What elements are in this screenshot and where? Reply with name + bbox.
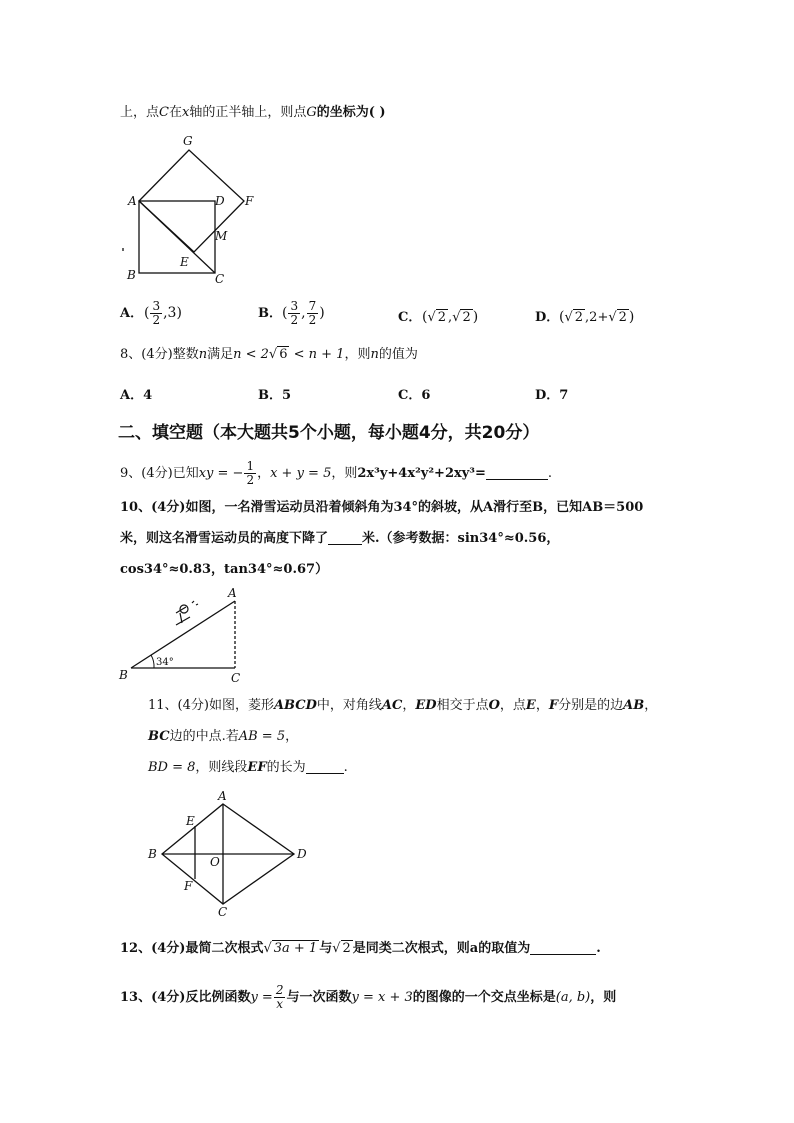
label-e: E <box>180 255 189 269</box>
q12-text: . <box>596 941 601 956</box>
option-rest: ,3) <box>163 305 182 321</box>
var-x: x <box>181 105 190 120</box>
q8-text: 满足 <box>207 347 234 362</box>
angle-label: 34° <box>156 657 174 668</box>
q11-text: 的长为 <box>266 760 306 775</box>
point-name: E <box>525 698 536 713</box>
radicand: 2 <box>574 310 584 325</box>
var-c: C <box>159 105 169 120</box>
answer-blank[interactable] <box>306 759 344 774</box>
paren: ) <box>472 309 479 325</box>
q13-text: 与一次函数 <box>286 990 352 1005</box>
q8-text: 的值为 <box>378 347 418 362</box>
comma: , <box>448 310 453 325</box>
q7-option-a[interactable] <box>120 300 182 327</box>
q11-text: ，则线段 <box>195 760 248 775</box>
option-key: B． <box>258 306 282 321</box>
q11-text: . <box>343 760 348 775</box>
label-d: D <box>297 847 307 861</box>
q10-text: 米.（参考数据：sin34°≈0.56， <box>362 531 560 546</box>
radicand: 2 <box>342 941 351 956</box>
answer-blank[interactable] <box>530 940 596 955</box>
equation-y: y = <box>250 990 273 1005</box>
label-a: A <box>228 586 237 600</box>
q9-text: ，则 <box>331 466 358 481</box>
paren: ( <box>422 309 428 325</box>
point-coordinates: (a, b) <box>555 990 591 1005</box>
q11-text: 边的中点.若 <box>169 729 239 744</box>
q8-option-d[interactable]: D．7 <box>535 388 569 403</box>
q9-stem <box>120 460 552 487</box>
q11-line-3 <box>148 759 348 777</box>
paren: ( <box>559 309 565 325</box>
label-a: A <box>128 194 137 208</box>
q11-text: ， <box>285 729 299 744</box>
label-m: M <box>215 229 228 243</box>
equation-sum: x + y = 5 <box>270 466 332 481</box>
q13-stem <box>120 984 616 1011</box>
answer-blank[interactable] <box>486 465 548 480</box>
q11-text: 分别是的边 <box>558 698 624 713</box>
label-a: A <box>218 789 227 803</box>
q7-stem-text: 在 <box>168 105 182 120</box>
label-d: D <box>215 194 225 208</box>
q13-text: 的图像的一个交点坐标是 <box>412 990 556 1005</box>
q10-text: 米，则这名滑雪运动员的高度下降了 <box>120 531 329 546</box>
paren: ( <box>282 305 288 321</box>
q7-option-b[interactable] <box>258 300 325 327</box>
denominator: x <box>276 997 284 1011</box>
numerator: 2 <box>275 983 284 997</box>
q12-text: 与 <box>319 941 333 956</box>
answer-blank[interactable] <box>328 530 362 545</box>
option-key: A． <box>120 306 144 321</box>
label-c: C <box>231 671 241 685</box>
q8-stem: 8、(4分)整数n满足n < 2√ 6 < n + 1，则n的值为 <box>120 347 418 362</box>
question-number: 9、(4分) <box>120 466 173 481</box>
var-n: n <box>198 347 208 362</box>
q13-text: ，则 <box>590 990 617 1005</box>
paren: ) <box>319 305 325 321</box>
segment-name: AB <box>623 698 645 713</box>
fraction <box>274 984 286 1011</box>
segment-name: ED <box>415 698 437 713</box>
fraction <box>288 300 300 327</box>
q7-option-d[interactable]: D．(√ 2 ,2+√ 2 ) <box>535 306 634 325</box>
paren: ) <box>628 309 635 325</box>
option-key: D． <box>535 310 560 325</box>
q9-text: . <box>547 466 553 481</box>
q11-text: ， <box>644 698 658 713</box>
comma: , <box>301 305 306 321</box>
q12-text: 是同类二次根式，则a的取值为 <box>352 941 531 956</box>
q8-text: 整数 <box>172 347 199 362</box>
q7-figure <box>118 128 268 293</box>
q12-stem: 12、(4分)最简二次根式√ 3a + 1 与√ 2 是同类二次根式，则a的取值为 . <box>120 941 601 956</box>
q10-figure <box>116 585 256 685</box>
fraction <box>150 300 162 327</box>
diagonal-ac <box>139 201 215 273</box>
angle-arc <box>151 655 154 668</box>
denominator: 2 <box>246 473 255 487</box>
q7-stem-text: 轴的正半轴上，则点 <box>189 105 307 120</box>
q8-option-a[interactable]: A．4 <box>120 388 153 403</box>
q8-option-c[interactable]: C．6 <box>398 388 431 403</box>
option-key: C． <box>398 310 422 325</box>
equation-linear: y = x + 3 <box>351 990 413 1005</box>
q10-line-3: cos34°≈0.83，tan34°≈0.67） <box>120 562 329 577</box>
option-rest: ,2+ <box>585 310 609 325</box>
segment-name: EF <box>247 760 267 775</box>
equation-xy: xy = − <box>198 466 244 481</box>
point-name: F <box>548 698 559 713</box>
q12-text: 12、(4分)最简二次根式 <box>120 941 264 956</box>
numerator: 1 <box>246 459 255 473</box>
label-f: F <box>184 879 193 893</box>
inequality-right: < n + 1 <box>293 347 345 362</box>
question-number: 8、(4分) <box>120 347 173 362</box>
q10-line-2 <box>120 530 559 548</box>
numerator: 3 <box>152 299 161 313</box>
radicand: 2 <box>618 310 627 325</box>
denominator: 2 <box>308 313 317 327</box>
radicand: 2 <box>437 310 447 325</box>
shape-name: ABCD <box>273 698 317 713</box>
var-n: n <box>370 347 379 362</box>
label-c: C <box>218 905 228 919</box>
equation: BD = 8 <box>148 760 196 775</box>
label-b: B <box>119 668 128 682</box>
q11-text: ， <box>535 698 549 713</box>
label-c: C <box>215 272 225 286</box>
numerator: 3 <box>290 299 299 313</box>
q9-text: ， <box>257 466 271 481</box>
q11-text: 中，对角线 <box>316 698 382 713</box>
q11-figure <box>144 786 314 921</box>
label-e: E <box>186 814 195 828</box>
point-name: O <box>488 698 500 713</box>
paren: ( <box>144 305 150 321</box>
inequality-left: n < 2 <box>233 347 269 362</box>
q8-text: ，则 <box>344 347 371 362</box>
q7-stem-text: 的坐标为( ) <box>316 105 386 120</box>
q7-option-c[interactable]: C．(√ 2 ,√ 2 ) <box>398 306 478 325</box>
q10-line-1: 10、(4分)如图，一名滑雪运动员沿着倾斜角为34°的斜坡，从A滑行至B，已知AB＝500 <box>120 500 644 515</box>
q11-text: 相交于点 <box>436 698 489 713</box>
q11-line-2 <box>148 728 298 746</box>
q11-text: 11、(4分)如图，菱形 <box>148 698 274 713</box>
radicand: 3a + 1 <box>273 941 318 956</box>
denominator: 2 <box>152 313 161 327</box>
segment-name: BC <box>148 729 170 744</box>
fraction <box>307 300 319 327</box>
denominator: 2 <box>290 313 299 327</box>
segment-name: AC <box>381 698 403 713</box>
label-b: B <box>127 268 136 282</box>
q7-stem-text: 上，点 <box>120 105 160 120</box>
var-g: G <box>306 105 317 120</box>
skier-icon <box>176 601 198 625</box>
radicand: 2 <box>462 310 471 325</box>
fraction <box>244 460 256 487</box>
label-b: B <box>148 847 157 861</box>
label-o: O <box>210 855 220 869</box>
q7-stem <box>120 104 386 122</box>
q13-text: 13、(4分)反比例函数 <box>120 990 251 1005</box>
numerator: 7 <box>308 299 317 313</box>
q11-text: ， <box>402 698 416 713</box>
label-g: G <box>183 134 193 148</box>
radicand: 6 <box>279 347 288 362</box>
equation: AB = 5 <box>238 729 286 744</box>
q9-text: 已知 <box>172 466 199 481</box>
q8-option-b[interactable]: B．5 <box>258 388 292 403</box>
label-f: F <box>245 194 254 208</box>
q11-line-1 <box>148 697 657 715</box>
expression: 2x³y+4x²y²+2xy³= <box>357 466 486 481</box>
section-title: 二、填空题（本大题共5个小题，每小题4分，共20分） <box>118 423 540 443</box>
q11-text: ，点 <box>499 698 526 713</box>
